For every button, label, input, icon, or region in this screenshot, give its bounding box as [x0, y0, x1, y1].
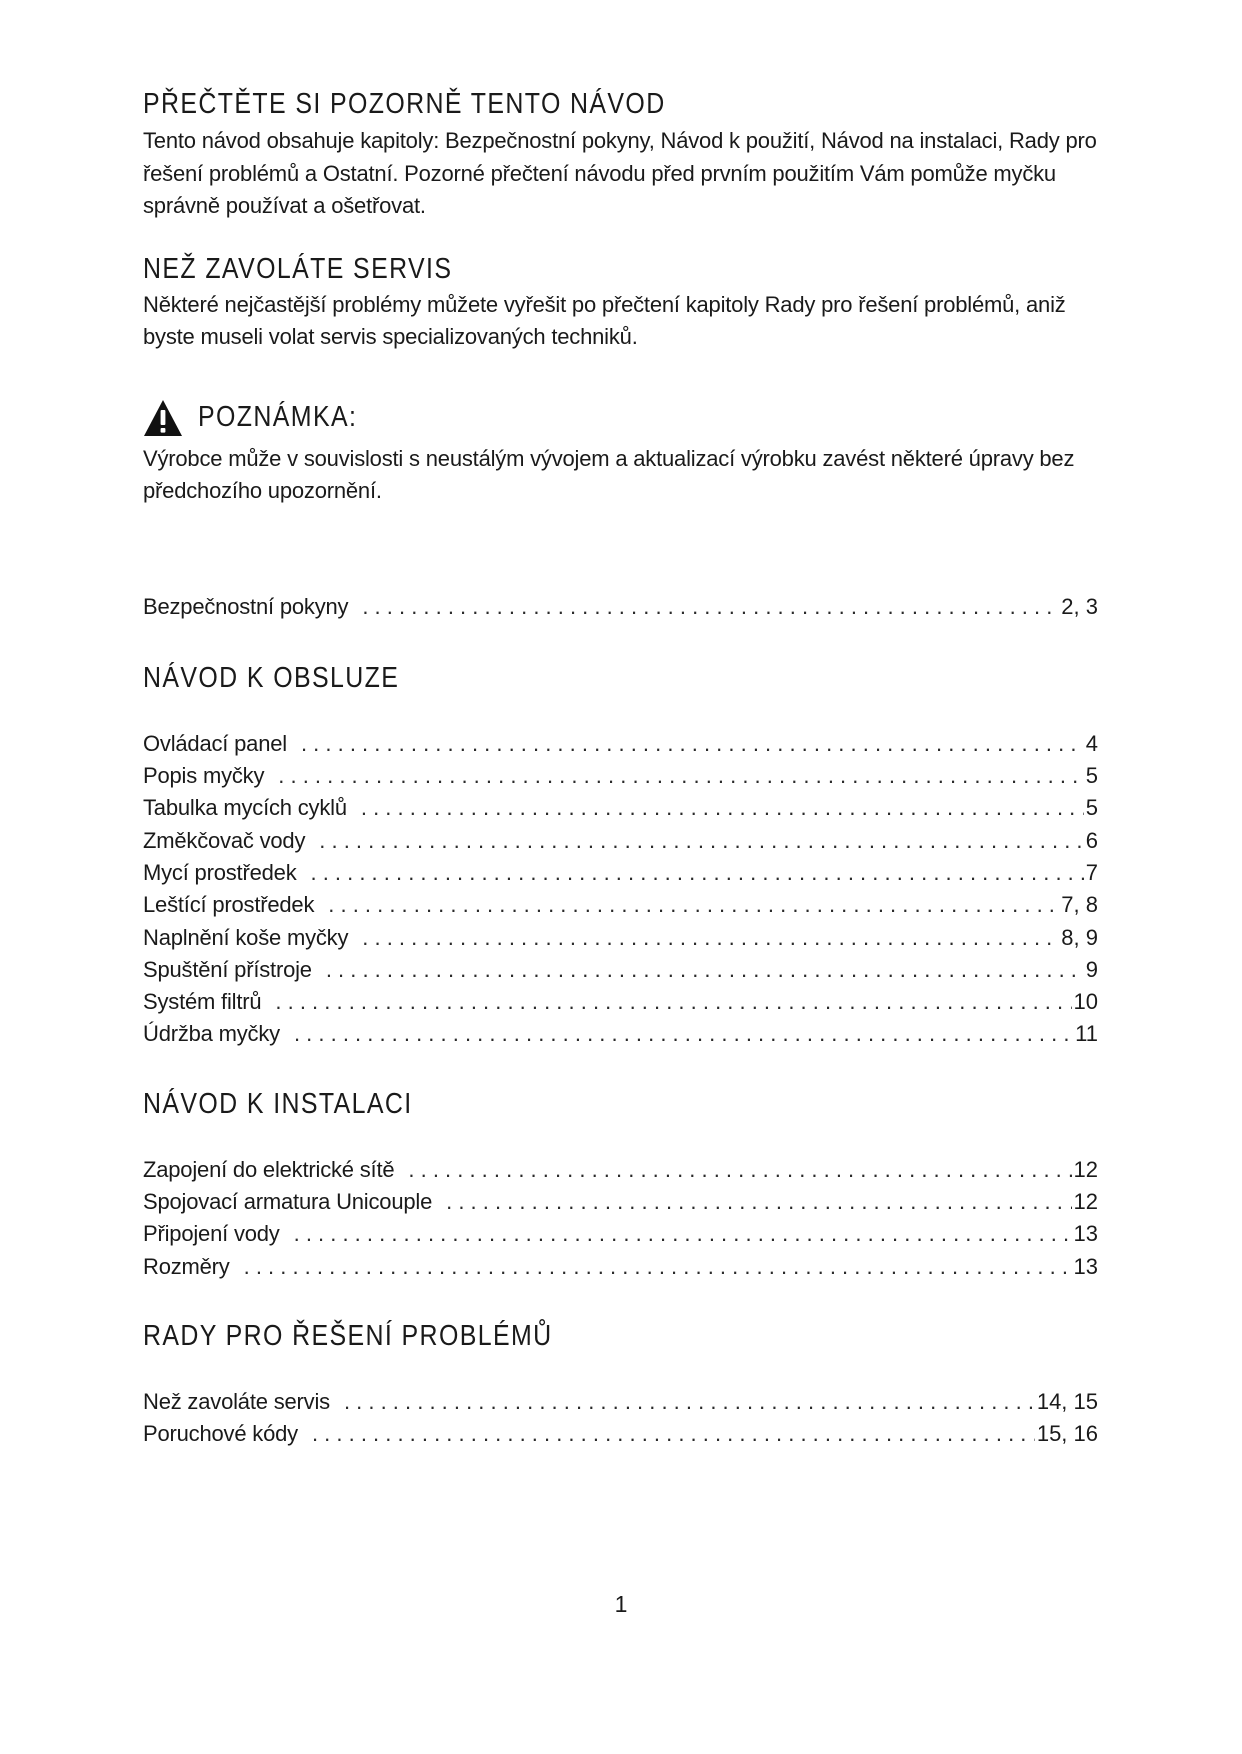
toc-entry-label: Spuštění přístroje [143, 956, 312, 982]
dot-leader [311, 860, 1084, 886]
toc-entry-page: 6 [1085, 827, 1098, 853]
note-title: POZNÁMKA: [198, 401, 358, 433]
toc-entry-page: 10 [1073, 989, 1098, 1015]
toc-entry-label: Spojovací armatura Unicouple [143, 1189, 433, 1215]
toc-entry-page: 13 [1073, 1253, 1098, 1279]
toc-list-operation [143, 731, 1098, 1054]
toc-entry-page: 8, 9 [1061, 924, 1098, 950]
service-text: Některé nejčastější problémy můžete vyřešit po přečtení kapitoly Rady pro řešení problémů, aniž byste museli volat servis specializovaných techniků. [143, 291, 1066, 349]
dot-leader [408, 1157, 1071, 1183]
toc-entry[interactable] [143, 828, 1098, 860]
dot-leader [294, 1021, 1073, 1047]
toc-entry-label: Rozměry [143, 1253, 230, 1279]
toc-entry-label: Zapojení do elektrické sítě [143, 1156, 395, 1182]
toc-entry-label: Mycí prostředek [143, 859, 297, 885]
dot-leader [275, 989, 1071, 1015]
dot-leader [294, 1221, 1072, 1247]
dot-leader [446, 1189, 1071, 1215]
toc-entry-page: 11 [1075, 1021, 1098, 1047]
toc-entry[interactable] [143, 892, 1098, 924]
toc-entry[interactable] [143, 1221, 1098, 1253]
dot-leader [344, 1389, 1035, 1415]
manual-page [143, 88, 1098, 1454]
note-text: Výrobce může v souvislosti s neustálým vývojem a aktualizací výrobku zavést některé úpravy bez předchozího upozornění. [143, 445, 1075, 503]
toc-entry-page: 4 [1085, 730, 1098, 756]
toc-entry[interactable] [143, 731, 1098, 763]
dot-leader [319, 828, 1083, 854]
toc-entry[interactable] [143, 1421, 1098, 1453]
toc-entry[interactable] [143, 1254, 1098, 1286]
toc-entry[interactable] [143, 1157, 1098, 1189]
dot-leader [328, 892, 1059, 918]
toc-entry-label: Ovládací panel [143, 730, 287, 756]
dot-leader [362, 594, 1059, 620]
dot-leader [326, 957, 1084, 983]
toc-entry[interactable] [143, 860, 1098, 892]
toc-entry-label: Leštící prostředek [143, 892, 315, 918]
intro-text: Tento návod obsahuje kapitoly: Bezpečnostní pokyny, Návod k použití, Návod na instalaci, Rady pro řešení problémů a Ostatní. Pozorné přečtení návodu před prvním použitím Vám pomůže myčku správně používat a ošetřovat. [143, 128, 1097, 218]
toc-entry-page: 5 [1085, 795, 1098, 821]
toc-entry-page: 5 [1085, 763, 1098, 789]
dot-leader [278, 763, 1083, 789]
toc-entry-label: Údržba myčky [143, 1021, 280, 1047]
toc-list-troubleshooting [143, 1389, 1098, 1454]
dot-leader [244, 1254, 1072, 1280]
section-title-installation: NÁVOD K INSTALACI [143, 1087, 413, 1120]
toc-entry-page: 14, 15 [1036, 1388, 1098, 1414]
toc-entry-page: 2, 3 [1061, 593, 1098, 619]
dot-leader [301, 731, 1084, 757]
toc-entry-page: 13 [1073, 1221, 1098, 1247]
dot-leader [312, 1421, 1035, 1447]
page-number: 1 [614, 1591, 628, 1617]
toc-entry-label: Systém filtrů [143, 989, 262, 1015]
toc-entry-label: Popis myčky [143, 763, 265, 789]
toc-entry-label: Bezpečnostní pokyny [143, 593, 349, 619]
toc-entry-page: 9 [1085, 956, 1098, 982]
table-of-contents [143, 594, 1098, 1454]
dot-leader [361, 795, 1084, 821]
toc-entry-label: Než zavoláte servis [143, 1388, 330, 1414]
toc-entry-page: 12 [1073, 1189, 1098, 1215]
dot-leader [362, 925, 1059, 951]
toc-entry-page: 15, 16 [1036, 1421, 1098, 1447]
toc-entry[interactable] [143, 989, 1098, 1021]
warning-icon [143, 399, 183, 437]
toc-entry[interactable] [143, 925, 1098, 957]
toc-entry-label: Naplnění koše myčky [143, 924, 349, 950]
toc-entry-label: Poruchové kódy [143, 1421, 298, 1447]
toc-entry-label: Připojení vody [143, 1221, 280, 1247]
toc-entry[interactable] [143, 1389, 1098, 1421]
section-title-operation: NÁVOD K OBSLUZE [143, 661, 400, 694]
toc-entry[interactable] [143, 763, 1098, 795]
toc-entry-page: 12 [1073, 1156, 1098, 1182]
toc-entry-page: 7 [1085, 859, 1098, 885]
toc-entry-page: 7, 8 [1061, 892, 1098, 918]
toc-entry-safety[interactable] [143, 594, 1098, 626]
toc-entry[interactable] [143, 1189, 1098, 1221]
note-heading [143, 399, 1098, 437]
toc-entry-label: Tabulka mycích cyklů [143, 795, 347, 821]
service-title: NEŽ ZAVOLÁTE SERVIS [143, 252, 453, 285]
intro-title: PŘEČTĚTE SI POZORNĚ TENTO NÁVOD [143, 88, 666, 120]
toc-entry[interactable] [143, 957, 1098, 989]
toc-entry[interactable] [143, 1021, 1098, 1053]
toc-list-installation [143, 1157, 1098, 1286]
toc-entry[interactable] [143, 795, 1098, 827]
toc-entry-label: Změkčovač vody [143, 827, 306, 853]
section-title-troubleshooting: RADY PRO ŘEŠENÍ PROBLÉMŮ [143, 1319, 553, 1352]
